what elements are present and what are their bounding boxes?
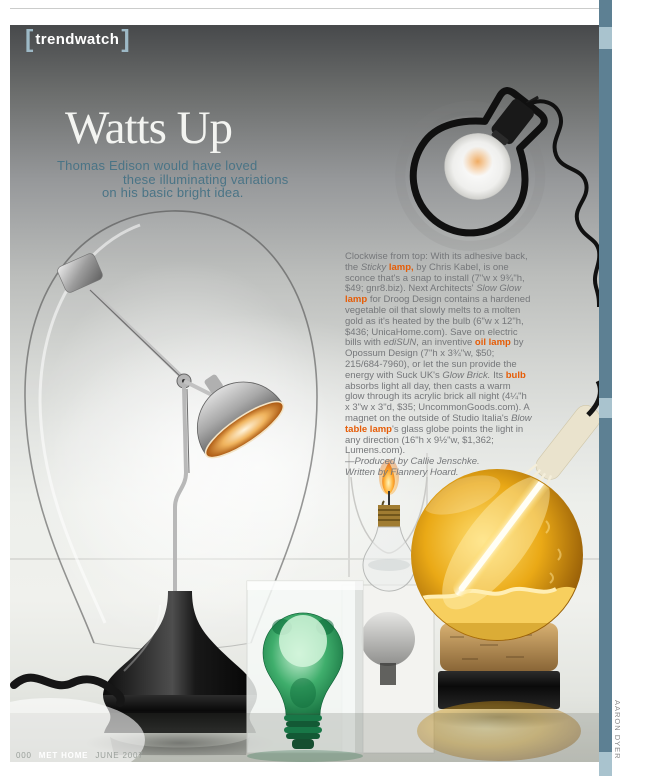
caption-segment: Its (490, 369, 506, 381)
caption-segment: absorbs light all day, then casts a warm glow through its acrylic brick all night (4¼"h x 3"w x 3"d, $35; UncommonGoods.com). A magnet on the outside of Studio Italia's (345, 380, 530, 424)
page-title: Watts Up (65, 102, 233, 154)
subtitle-line: on his basic bright idea. (102, 185, 244, 200)
caption-segment: lamp, (388, 261, 414, 273)
open-bracket-glyph: [ (25, 25, 34, 53)
caption-segment: —Produced by Callie Jenschke. (345, 456, 480, 468)
caption-segment: bulb (505, 369, 526, 381)
section-label: trendwatch (35, 30, 120, 48)
edge-bar-marker (599, 27, 612, 49)
caption-segment: 's glass globe points the light in any direction (16"h x 9½"w, $1,362; Lumens.com). (345, 423, 524, 457)
issue-date: JUNE 2007 (95, 751, 144, 760)
caption-segment: Sticky (360, 261, 389, 273)
caption-segment: Clockwise from top: With its adhesive back, the (345, 251, 528, 273)
edge-bar-marker (599, 752, 612, 776)
edge-bar-marker (599, 398, 612, 418)
caption-text (345, 252, 532, 479)
caption-segment: by Opossum Design (7"h x 3¾"w, $50; 215/684-7960), or let the sun provide the energy with Suck UK's (345, 337, 524, 381)
caption-segment: Glow Brick. (442, 369, 491, 381)
top-rule (10, 8, 599, 9)
magazine-name: MET HOME (38, 751, 89, 760)
close-bracket-glyph: ] (121, 25, 130, 53)
caption-segment: oil lamp (474, 337, 511, 349)
caption-segment: lamp (345, 294, 368, 306)
caption-segment: for Droog Design contains a hardened vegetable oil that slowly melts to a molten gold as it's heated by the bulb (6"w x 12"h, $436; UnicaHome.com). Save on electric bills with (345, 294, 531, 349)
caption-segment: ediSUN (383, 337, 417, 349)
caption-segment: , an inventive (416, 337, 475, 349)
section-header (25, 25, 130, 53)
subtitle-line: Thomas Edison would have loved (57, 158, 258, 173)
folio: 000 (16, 751, 32, 760)
page-edge-bar (599, 0, 612, 776)
subtitle (57, 159, 289, 200)
page-footer (16, 751, 143, 760)
subtitle-line: these illuminating variations (123, 171, 289, 187)
caption-segment: table lamp (345, 423, 392, 435)
caption-segment: Written by Flannery Hoard. (345, 466, 459, 478)
caption-segment: Blow (511, 412, 532, 424)
caption-segment: Slow Glow (476, 283, 522, 295)
photo-credit: AARON DYER (613, 700, 622, 760)
caption-segment: by Chris Kabel, is one sconce that's a snap to install (7"w x 9¾"h, $49; gnr8.biz). Next Architects' (345, 261, 525, 295)
lamp-photograph (10, 25, 599, 762)
